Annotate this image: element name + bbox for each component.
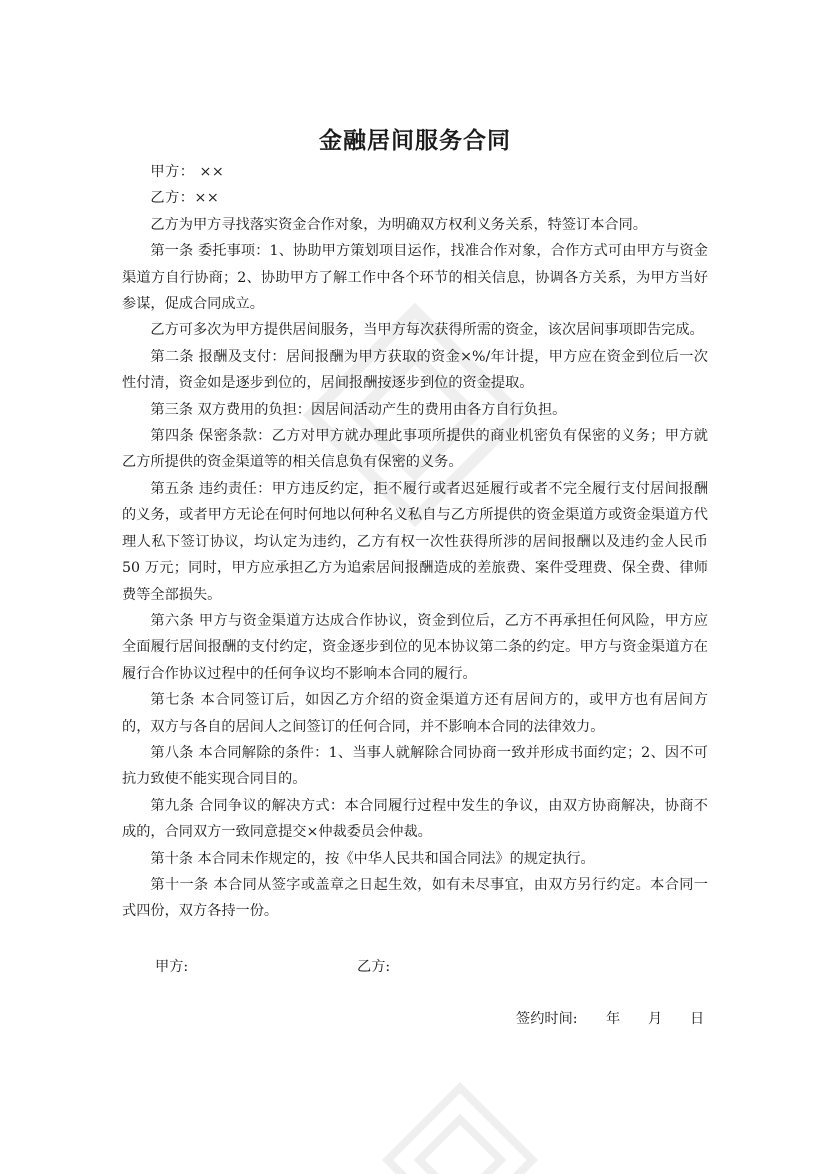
- article-11-paragraph: 第十一条 本合同从签字或盖章之日起生效，如有未尽事宜，由双方另行约定。本合同一式四份，双方各持一份。: [122, 876, 708, 920]
- article-4-paragraph: 第四条 保密条款：乙方对甲方就办理此事项所提供的商业机密负有保密的义务；甲方就乙方所提供的资金渠道等的相关信息负有保密的义务。: [122, 428, 708, 471]
- article-8-paragraph: 第八条 本合同解除的条件：1、当事人就解除合同协商一致并形成书面约定；2、因不可抗力致使不能实现合同目的。: [122, 744, 708, 788]
- document-title: 金融居间服务合同: [319, 127, 511, 154]
- article-6-paragraph: 第六条 甲方与资金渠道方达成合作协议，资金到位后，乙方不再承担任何风险，甲方应全面履行居间报酬的支付约定，资金逐步到位的见本协议第二条的约定。甲方与资金渠道方在履行合作协议过程中的任何争议均不影响本合同的履行。: [122, 612, 708, 682]
- party-b-signature-label: 乙方:: [357, 959, 391, 975]
- article-1-note-paragraph: 乙方可多次为甲方提供居间服务，当甲方每次获得所需的资金，该次居间事项即告完成。: [150, 322, 704, 339]
- article-3-paragraph: 第三条 双方费用的负担：因居间活动产生的费用由各方自行负担。: [150, 401, 567, 418]
- signing-date-row: [516, 1008, 720, 1028]
- watermark-logo-icon: [380, 1080, 540, 1174]
- article-7-paragraph: 第七条 本合同签订后，如因乙方介绍的资金渠道方还有居间方的，或甲方也有居间方的，双方与各自的居间人之间签订的任何合同，并不影响本合同的法律效力。: [122, 692, 708, 735]
- article-1-paragraph: 第一条 委托事项：1、协助甲方策划项目运作，找准合作对象，合作方式可由甲方与资金渠道方自行协商；2、协助甲方了解工作中各个环节的相关信息，协调各方关系，为甲方当好参谋，促成合同成立。: [122, 243, 708, 313]
- party-b-line: 乙方：××: [150, 190, 220, 207]
- article-2-paragraph: 第二条 报酬及支付：居间报酬为甲方获取的资金×%/年计提，甲方应在资金到位后一次性付清，资金如是逐步到位的，居间报酬按逐步到位的资金提取。: [122, 348, 708, 392]
- contract-body: [122, 159, 708, 925]
- date-month-label: 月: [648, 1011, 663, 1027]
- article-5-paragraph: 第五条 违约责任：甲方违反约定，拒不履行或者迟延履行或者不完全履行支付居间报酬的义务，或者甲方无论在何时何地以何种名义私自与乙方所提供的资金渠道方或资金渠道方代理人私下签订协议，均认定为违约，乙方有权一次性获得所涉的居间报酬以及违约金人民币 50 万元；同时，甲方应承担乙方为追索居间报酬造成的差旅费、案件受理费、保全费、律师费等全部损失。: [122, 480, 708, 603]
- article-9-paragraph: 第九条 合同争议的解决方式：本合同履行过程中发生的争议，由双方协商解决，协商不成的，合同双方一致同意提交×仲裁委员会仲裁。: [122, 797, 708, 841]
- article-10-paragraph: 第十条 本合同未作规定的，按《中华人民共和国合同法》的规定执行。: [150, 850, 595, 867]
- date-year-label: 年: [606, 1011, 621, 1027]
- party-a-signature-label: 甲方:: [155, 959, 189, 975]
- signing-date-label: 签约时间:: [516, 1011, 578, 1027]
- date-day-label: 日: [690, 1011, 705, 1027]
- preamble-paragraph: 乙方为甲方寻找落实资金合作对象，为明确双方权利义务关系，特签订本合同。: [150, 216, 647, 233]
- party-a-line: 甲方： ××: [150, 164, 225, 180]
